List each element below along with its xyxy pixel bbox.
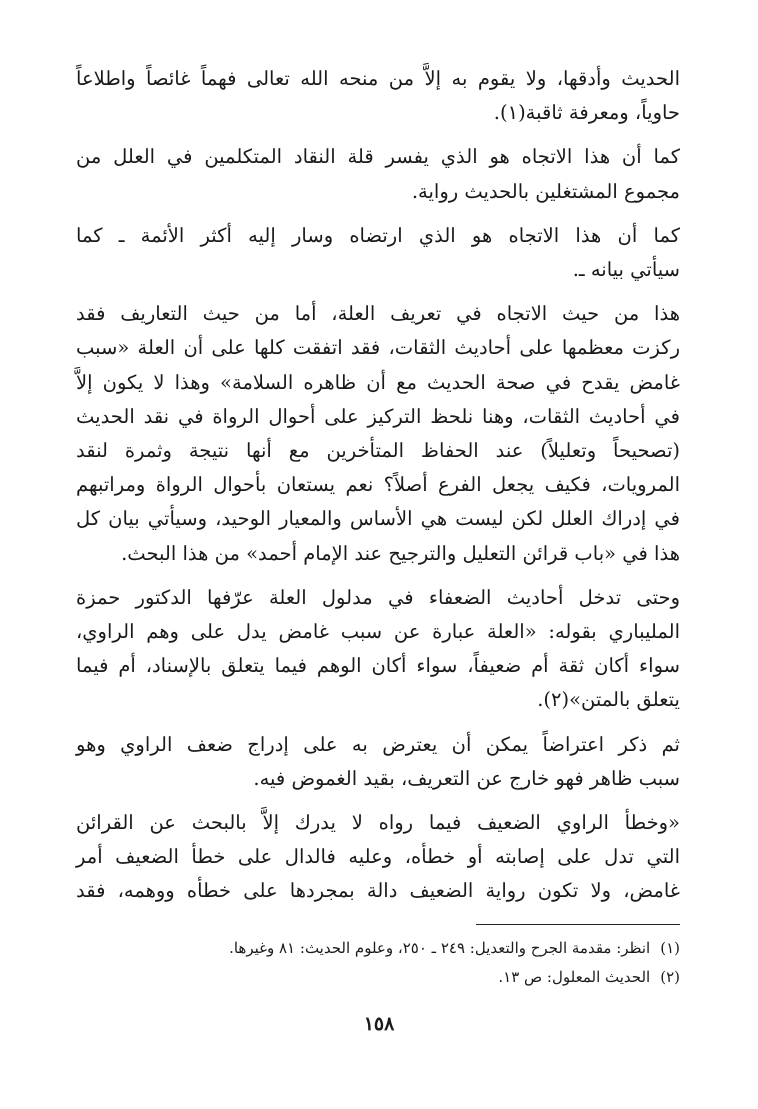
text-line: كما أن هذا الاتجاه هو الذي ارتضاه وسار إليه أكثر الأئمة ـ كما	[76, 223, 680, 247]
text-line: المليباري بقوله: «العلة عبارة عن سبب غامض يدل على وهم الراوي،	[76, 620, 680, 644]
page-number: ١٥٨	[363, 1013, 395, 1035]
text-line: حاوياً، ومعرفة ثاقبة(١).	[493, 101, 680, 125]
text-line: سواء أكان ثقة أم ضعيفاً، سواء أكان الوهم فيما يتعلق بالإسناد، أم فيما	[76, 654, 680, 678]
footnote-1	[76, 934, 680, 963]
main-text	[76, 62, 680, 919]
footnote-number: (٢)	[660, 968, 680, 986]
paragraph	[76, 140, 680, 208]
text-line: غامض، ولا تكون رواية الضعيف دالة بمجردها على خطأه ووهمه، فقد	[76, 879, 680, 903]
paragraph	[76, 219, 680, 287]
text-line: يتعلق بالمتن»(٢).	[537, 688, 680, 712]
footnote-text: انظر: مقدمة الجرح والتعديل: ٢٤٩ ـ ٢٥٠، وعلوم الحديث: ٨١ وغيرها.	[229, 939, 651, 957]
text-line: سيأتي بيانه ـ.	[572, 258, 680, 282]
text-line: في أحاديث الثقات، وهنا نلحظ التركيز على أحوال الرواة في نقد الحديث	[76, 404, 680, 428]
text-line: في إدراك العلل لكن ليست هي الأساس والمعيار الوحيد، وسيأتي بيان كل	[76, 507, 680, 531]
text-line: الحديث وأدقها، ولا يقوم به إلاَّ من منحه الله تعالى فهماً غائصاً واطلاعاً	[76, 67, 680, 90]
footnotes	[76, 934, 680, 992]
text-line: سبب ظاهر فهو خارج عن التعريف، بقيد الغموض فيه.	[253, 766, 680, 790]
paragraph	[76, 581, 680, 718]
paragraph	[76, 62, 680, 130]
text-line: كما أن هذا الاتجاه هو الذي يفسر قلة النقاد المتكلمين في العلل من	[76, 145, 680, 169]
text-line: هذا في «باب قرائن التعليل والترجيح عند الإمام أحمد» من هذا البحث.	[121, 541, 680, 565]
paragraph	[76, 806, 680, 909]
footnote-divider	[476, 924, 680, 925]
text-line: «وخطأ الراوي الضعيف فيما رواه لا يدرك إلاَّ بالبحث عن القرائن	[76, 811, 680, 835]
text-line: التي تدل على إصابته أو خطأه، وعليه فالدال على خطأ الضعيف أمر	[76, 845, 680, 869]
text-line: هذا من حيث الاتجاه في تعريف العلة، أما من حيث التعاريف فقد	[76, 302, 680, 326]
text-line: وحتى تدخل أحاديث الضعفاء في مدلول العلة عرّفها الدكتور حمزة	[76, 585, 680, 609]
paragraph	[76, 728, 680, 796]
text-line: ثم ذكر اعتراضاً يمكن أن يعترض به على إدراج ضعف الراوي وهو	[76, 732, 680, 756]
text-line: غامض يقدح في صحة الحديث مع أن ظاهره السلامة» وهذا لا يكون إلاَّ	[76, 370, 680, 394]
footnote-2	[76, 963, 680, 992]
text-line: المرويات، فكيف يجعل الفرع أصلاً؟ نعم يستعان بأحوال الرواة ومراتبهم	[76, 473, 680, 497]
footnote-text: الحديث المعلول: ص ١٣.	[498, 968, 651, 986]
footnote-number: (١)	[660, 939, 680, 957]
paragraph	[76, 297, 680, 571]
text-line: ركزت معظمها على أحاديث الثقات، فقد اتفقت كلها على أن العلة «سبب	[76, 336, 680, 360]
text-line: (تصحيحاً وتعليلاً) عند الحفاظ المتأخرين مع أنها نتيجة وثمرة لنقد	[76, 439, 680, 463]
text-line: مجموع المشتغلين بالحديث رواية.	[411, 179, 680, 203]
